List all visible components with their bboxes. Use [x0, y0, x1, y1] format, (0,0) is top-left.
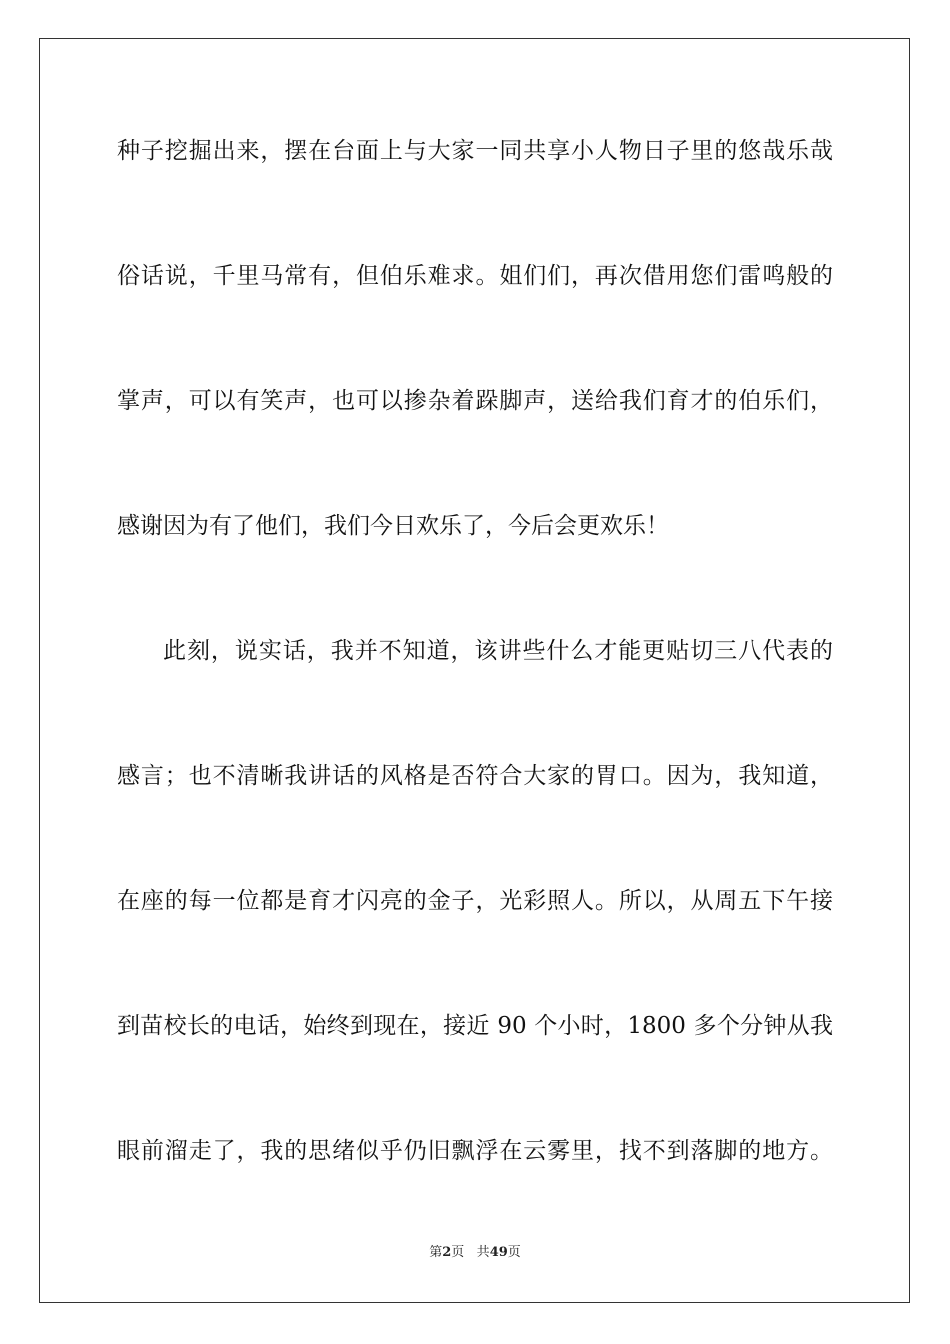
body-line-5: 此刻，说实话，我并不知道，该讲些什么才能更贴切三八代表的 — [163, 638, 833, 664]
body-line-2: 俗话说，千里马常有，但伯乐难求。姐们们，再次借用您们雷鸣般的 — [117, 263, 833, 289]
page-prefix: 第 — [429, 1245, 443, 1260]
total-prefix: 共 — [476, 1245, 490, 1260]
page-suffix: 页 — [451, 1245, 465, 1260]
page-number: 2 — [442, 1245, 452, 1260]
body-line-8: 到苗校长的电话，始终到现在，接近 90 个小时，1800 多个分钟从我 — [117, 1013, 833, 1039]
page-frame — [39, 38, 910, 1303]
body-line-9: 眼前溜走了，我的思绪似乎仍旧飘浮在云雾里，找不到落脚的地方。 — [117, 1138, 833, 1164]
page-footer — [0, 1245, 950, 1261]
body-line-1: 种子挖掘出来，摆在台面上与大家一同共享小人物日子里的悠哉乐哉 — [117, 138, 833, 164]
body-line-4: 感谢因为有了他们，我们今日欢乐了，今后会更欢乐！ — [117, 513, 669, 539]
total-suffix: 页 — [507, 1245, 521, 1260]
total-pages: 49 — [489, 1245, 508, 1260]
body-line-3: 掌声，可以有笑声，也可以掺杂着跺脚声，送给我们育才的伯乐们， — [117, 388, 833, 414]
body-line-7: 在座的每一位都是育才闪亮的金子，光彩照人。所以，从周五下午接 — [117, 888, 833, 914]
body-line-6: 感言；也不清晰我讲话的风格是否符合大家的胃口。因为，我知道， — [117, 763, 833, 789]
